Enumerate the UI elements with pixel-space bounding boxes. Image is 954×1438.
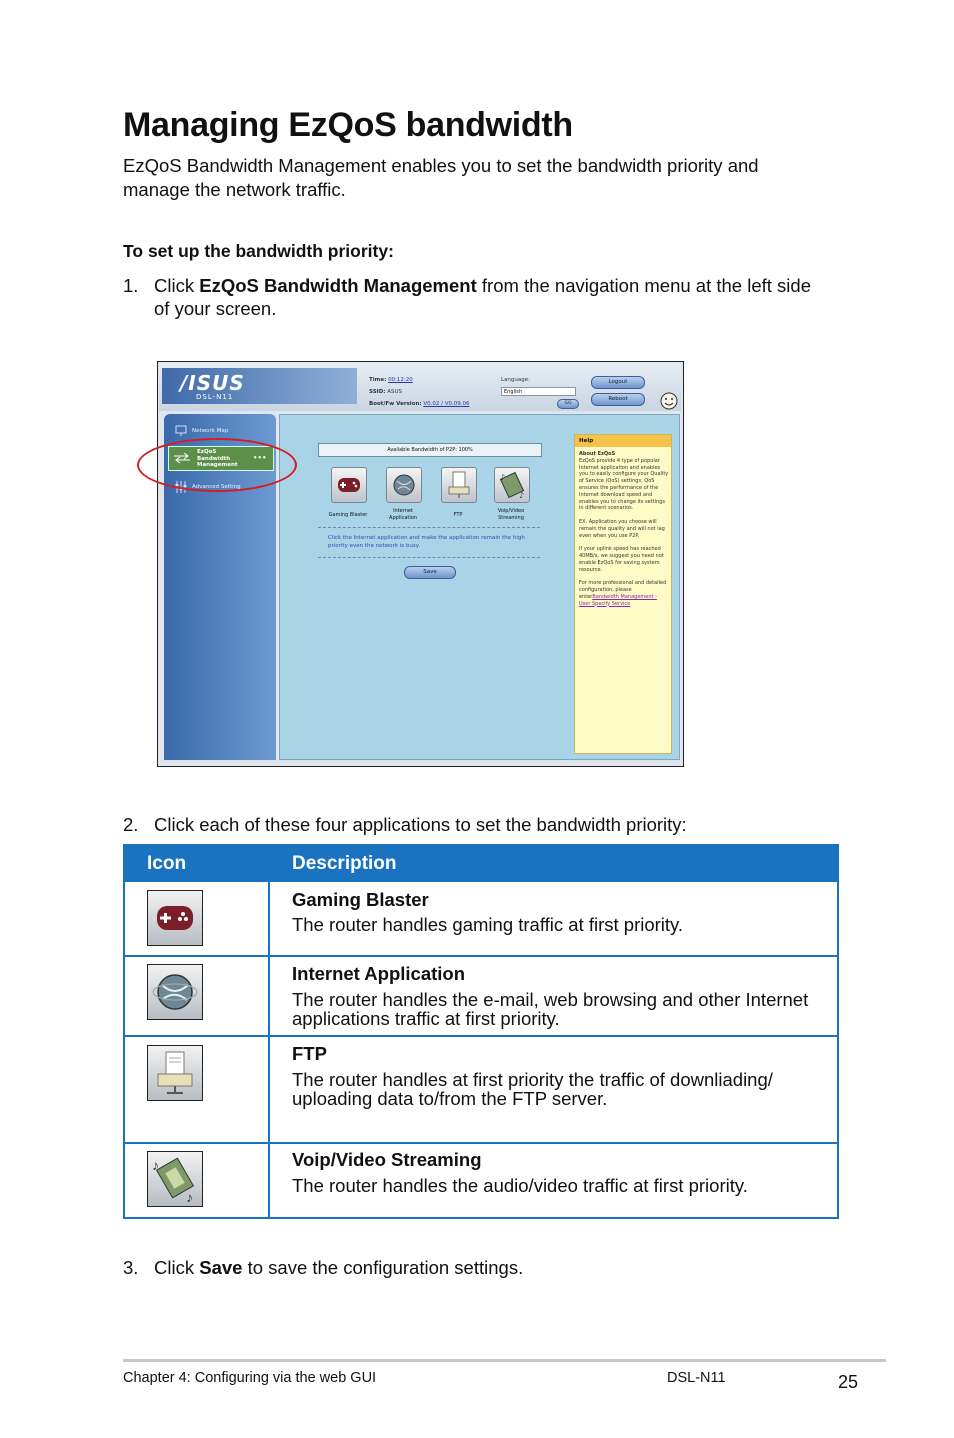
highlight-ellipse bbox=[137, 438, 297, 492]
help-body: About EzQoS EzQoS provide 4 type of popular Internet application and enables you to easily configure your Quality of Service (QoS) settings. QoS ensures the performance of the Internet download speed and enables you to change its settings in different scenarios. EX. Application you choose will remain the quality and will not lag even when you use P2P. If your uplink speed has reached 40MB/s, we suggest you need not enable EzQoS for saving system resource. For more professional and detailed configuration, please enterBandwidth Management - User Specify Service bbox=[579, 451, 669, 607]
step-text: Click EzQoS Bandwidth Management from the navigation menu at the left side of your screen. bbox=[154, 275, 811, 319]
router-gui-screenshot bbox=[157, 361, 684, 767]
step-1 bbox=[123, 274, 823, 322]
ssid-readout: SSID: ASUS bbox=[369, 389, 403, 395]
svg-text:♪: ♪ bbox=[519, 491, 525, 500]
page-title: Managing EzQoS bandwidth bbox=[123, 106, 573, 144]
gaming-blaster-icon[interactable] bbox=[331, 467, 367, 503]
table-row bbox=[123, 1142, 839, 1219]
ftp-icon[interactable] bbox=[441, 467, 477, 503]
app-label-voip: Voip/Video Streaming bbox=[497, 508, 525, 521]
row-description: The router handles at first priority the traffic of downliading/ uploading data to/from the FTP server. bbox=[292, 1069, 773, 1109]
firmware-readout: Boot/Fw Version: V0.02 / V0.09.06 bbox=[369, 401, 470, 407]
row-title: Internet Application bbox=[292, 963, 466, 984]
intro-paragraph: EzQoS Bandwidth Management enables you to set the bandwidth priority and manage the network traffic. bbox=[123, 155, 759, 200]
row-description: The router handles gaming traffic at first priority. bbox=[292, 914, 684, 935]
footer-divider bbox=[123, 1359, 886, 1362]
model-name: DSL-N11 bbox=[196, 393, 234, 401]
svg-text:♪: ♪ bbox=[186, 1189, 193, 1205]
language-label: Language: bbox=[501, 377, 530, 383]
app-label-gaming: Gaming Blaster bbox=[328, 512, 368, 518]
language-go-button[interactable]: GO bbox=[557, 399, 579, 409]
step-number: 1. bbox=[123, 275, 139, 296]
table-row bbox=[123, 882, 839, 957]
step-3 bbox=[123, 1256, 823, 1280]
language-select[interactable]: English bbox=[501, 387, 576, 396]
bandwidth-bar: Available Bandwidth of P2P: 100% bbox=[318, 443, 542, 457]
internet-application-icon[interactable] bbox=[386, 467, 422, 503]
voip-video-streaming-icon[interactable] bbox=[494, 467, 530, 503]
divider bbox=[318, 527, 540, 528]
nav-network-map[interactable]: Network Map bbox=[192, 428, 229, 434]
svg-text:♪: ♪ bbox=[152, 1157, 159, 1173]
svg-text:♪: ♪ bbox=[500, 473, 506, 482]
row-title: Gaming Blaster bbox=[292, 889, 429, 910]
row-description: The router handles the audio/video traffic at first priority. bbox=[292, 1175, 748, 1196]
section-subheading: To set up the bandwidth priority: bbox=[123, 241, 394, 261]
page-number: 25 bbox=[838, 1372, 859, 1392]
reboot-button[interactable]: Reboot bbox=[591, 393, 645, 406]
step-number: 3. bbox=[123, 1257, 139, 1278]
ftp-icon bbox=[147, 1045, 203, 1101]
divider bbox=[318, 557, 540, 558]
globe-icon bbox=[147, 964, 203, 1020]
brand-area bbox=[162, 368, 357, 404]
step-number: 2. bbox=[123, 814, 139, 835]
gamepad-icon bbox=[147, 890, 203, 946]
gui-save-button[interactable]: Save bbox=[404, 566, 456, 579]
row-description: The router handles the e-mail, web browsing and other Internet applications traffic at first priority. bbox=[292, 989, 809, 1029]
gui-instruction: Click the Internet application and make the application remain the high priority even the network is busy. bbox=[328, 535, 525, 549]
col-header-description: Description bbox=[292, 853, 397, 874]
help-panel bbox=[574, 434, 672, 754]
col-header-icon: Icon bbox=[147, 853, 187, 874]
nav-advanced-setting[interactable]: Advanced Setting bbox=[192, 484, 241, 490]
gui-header bbox=[159, 363, 681, 411]
row-title: Voip/Video Streaming bbox=[292, 1149, 482, 1170]
arrows-icon: ••• bbox=[253, 454, 267, 462]
network-map-icon bbox=[174, 424, 188, 438]
time-readout: Time: 00:12:20 bbox=[369, 377, 413, 383]
table-header bbox=[123, 844, 839, 882]
menu-reference: EzQoS Bandwidth Management bbox=[199, 275, 477, 296]
step-text: Click each of these four applications to set the bandwidth priority: bbox=[154, 814, 687, 835]
film-music-icon bbox=[147, 1151, 203, 1207]
footer-chapter: Chapter 4: Configuring via the web GUI bbox=[123, 1370, 377, 1386]
table-row bbox=[123, 1035, 839, 1144]
app-label-internet: Internet Application bbox=[389, 508, 417, 521]
step-2 bbox=[123, 813, 823, 837]
row-title: FTP bbox=[292, 1043, 327, 1064]
help-link[interactable]: Bandwidth Management - User Specify Service bbox=[579, 593, 657, 607]
footer-model: DSL-N11 bbox=[667, 1370, 726, 1386]
asus-logo: /ISUS bbox=[180, 371, 245, 395]
smiley-icon bbox=[659, 391, 679, 411]
save-reference: Save bbox=[199, 1257, 243, 1278]
logout-button[interactable]: Logout bbox=[591, 376, 645, 389]
app-label-ftp: FTP bbox=[453, 512, 463, 518]
help-header: Help bbox=[575, 435, 671, 447]
step-text: Click Save to save the configuration settings. bbox=[154, 1257, 524, 1278]
table-row bbox=[123, 955, 839, 1037]
nav-ezqos-bandwidth[interactable]: EzQoS Bandwidth Management ••• bbox=[168, 446, 274, 471]
